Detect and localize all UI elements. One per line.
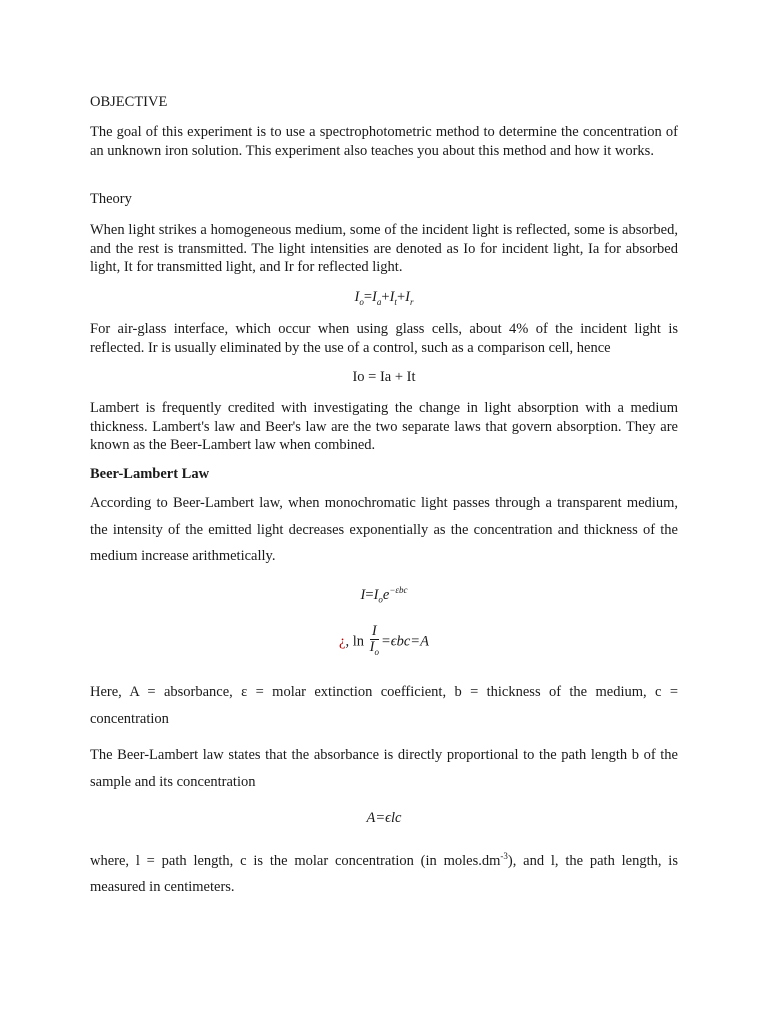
beer-lambert-paragraph-1: According to Beer-Lambert law, when monochromatic light passes through a transparent medium, the intensity of the emitted light decreases exponentially as the concentration and thickness of the medium increase arithmetically. — [90, 495, 678, 564]
beer-lambert-heading: Beer-Lambert Law — [90, 466, 210, 482]
equation-exponential: $I=I_oe^{-\varepsilon bc}$ — [360, 585, 408, 605]
equation-io: Io = Ia + It — [352, 369, 416, 385]
theory-paragraph-1: When light strikes a homogeneous medium, some of the incident light is reflected, some is absorbed, and the rest is transmitted. The light intensities are denoted as Io for incident light, Ia for absorbed light, It for transmitted light, and Ir for reflected light. — [90, 222, 678, 275]
equation-log-absorbance: ¿, ln $\frac{I}{I_o}$ =ϵbc=A — [90, 624, 678, 660]
theory-paragraph-3: Lambert is frequently credited with investigating the change in light absorption with a medium thickness. Lambert's law and Beer's law are the two separate laws that govern absorption. They are known as the Beer-Lambert law when combined. — [90, 400, 678, 453]
beer-lambert-paragraph-3: The Beer-Lambert law states that the absorbance is directly proportional to the path length b of the sample and its concentration — [90, 747, 678, 790]
equation-absorbance: A=ϵlc — [366, 810, 402, 826]
objective-text: The goal of this experiment is to use a spectrophotometric method to determine the concentration of an unknown iron solution. This experiment also teaches you about this method and how it works. — [90, 124, 678, 159]
fraction: $\frac{I}{I_o}$ — [369, 623, 379, 657]
theory-heading: Theory — [90, 191, 132, 207]
theory-paragraph-2: For air-glass interface, which occur when using glass cells, about 4% of the incident light is reflected. Ir is usually eliminated by the use of a control, such as a comparison cell, hence — [90, 321, 678, 356]
placeholder-glyph: ¿ — [339, 633, 346, 650]
objective-heading: OBJECTIVE — [90, 94, 168, 110]
beer-lambert-paragraph-2: Here, A = absorbance, ε = molar extinction coefficient, b = thickness of the medium, c = concentration — [90, 684, 678, 727]
equation-intensity-sum: $I_o=I_a+I_t+I_r$ — [354, 289, 414, 307]
beer-lambert-paragraph-4: where, l = path length, c is the molar concentration (in $moles.dm^{-3}$), and l, the path length, is measured in centimeters. — [90, 851, 678, 896]
